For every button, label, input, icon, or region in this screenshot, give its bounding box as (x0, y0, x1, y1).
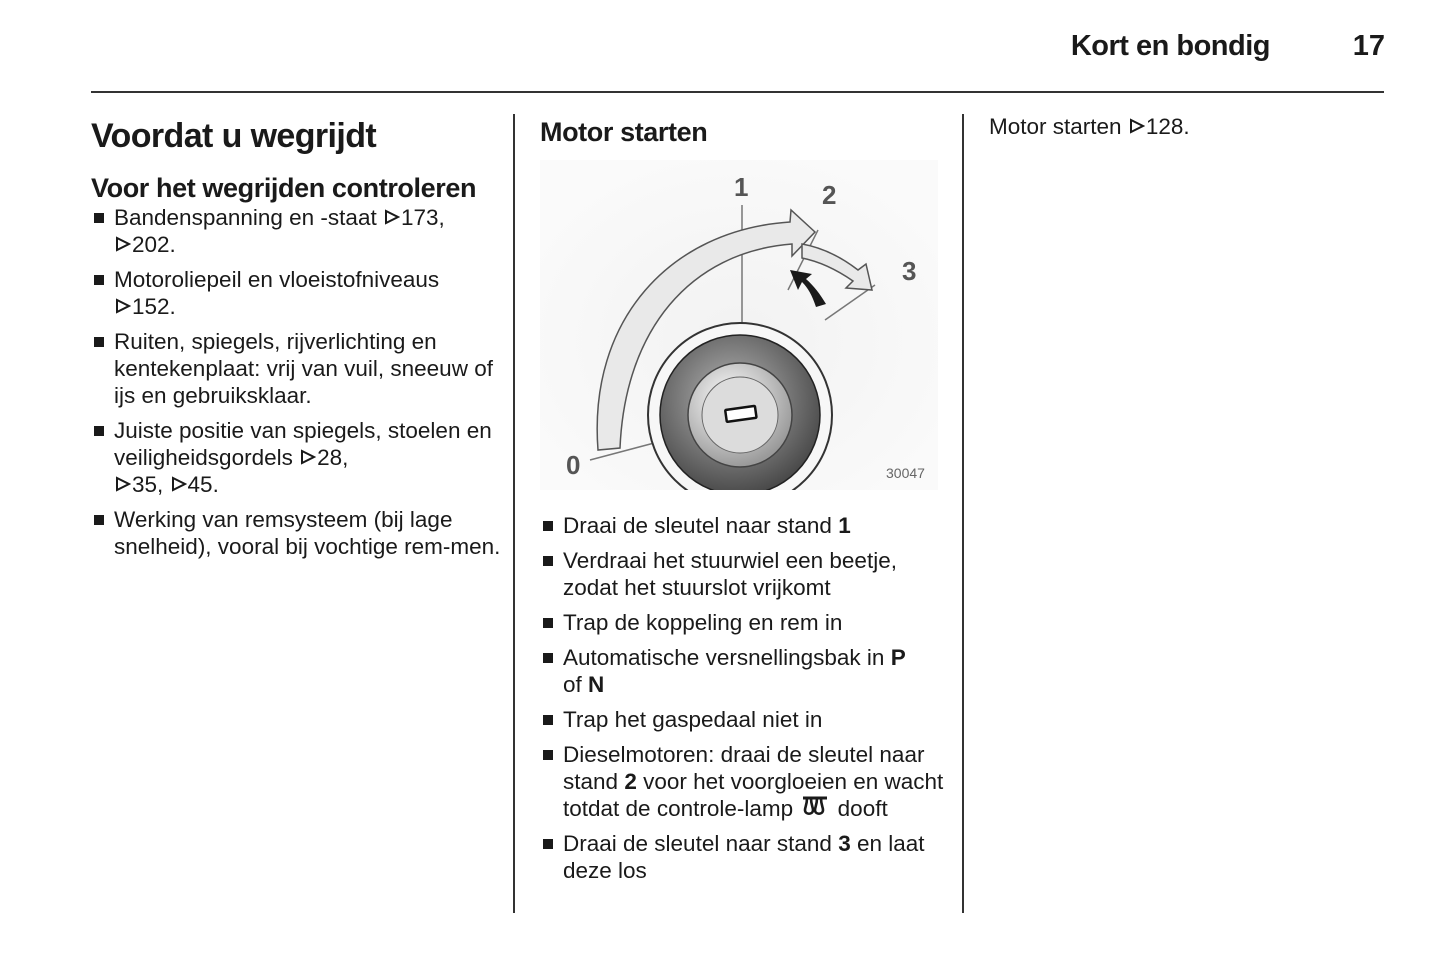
page-reference-icon (171, 475, 187, 493)
cross-reference: Motor starten 128. (989, 114, 1190, 139)
checklist (91, 204, 501, 560)
list-item: Dieselmotoren: draai de sleutel naar stand 2 voor het voorgloeien en wacht totdat de controle-lamp dooft (540, 741, 945, 822)
page-reference-icon (300, 448, 316, 466)
position-label-3: 3 (902, 256, 917, 286)
ignition-lock-diagram (540, 160, 938, 490)
list-item: Trap het gaspedaal niet in (540, 706, 945, 733)
list-item: Automatische versnellingsbak in P of N (540, 644, 945, 698)
page-reference[interactable]: 45. (187, 472, 219, 497)
column-divider (513, 114, 515, 913)
section-title: Motor starten (540, 117, 708, 147)
list-item: Draai de sleutel naar stand 3 en laat deze los (540, 830, 945, 884)
header-title: Kort en bondig (1070, 30, 1270, 62)
ignition-figure (540, 160, 938, 490)
list-item: Werking van remsysteem (bij lage snelheid), vooral bij vochtige rem-men. (91, 506, 501, 560)
list-item: Juiste positie van spiegels, stoelen en veiligheidsgordels 28, 35, 45. (91, 417, 501, 498)
list-item: Bandenspanning en -staat 173, 202. (91, 204, 501, 258)
page-reference[interactable]: 28, (317, 445, 349, 470)
glow-plug-icon (800, 795, 830, 817)
list-item: Draai de sleutel naar stand 1 (540, 512, 945, 539)
column-1 (91, 112, 501, 568)
section-subtitle: Voor het wegrijden controleren (91, 173, 477, 203)
list-item: Ruiten, spiegels, rijverlichting en kentekenplaat: vrij van vuil, sneeuw of ijs en gebruiksklaar. (91, 328, 501, 409)
section-title: Voordat u wegrijdt (91, 117, 377, 155)
figure-code: 30047 (886, 465, 925, 481)
position-label-2: 2 (822, 180, 837, 210)
column-3 (989, 112, 1384, 142)
page-reference-icon (1129, 117, 1145, 135)
page-reference[interactable]: 152. (132, 294, 176, 319)
key-slot (725, 406, 756, 422)
column-divider (962, 114, 964, 913)
page-reference[interactable]: 35, (132, 472, 164, 497)
page-reference[interactable]: 173, (400, 205, 445, 230)
list-item: Motoroliepeil en vloeistofniveaus 152. (91, 266, 501, 320)
header-rule (91, 91, 1384, 93)
column-2 (540, 112, 945, 892)
page-number: 17 (1352, 30, 1385, 62)
page-reference-icon (115, 475, 131, 493)
list-item: Verdraai het stuurwiel een beetje, zodat het stuurslot vrijkomt (540, 547, 945, 601)
position-label-1: 1 (734, 172, 749, 202)
page-reference-icon (115, 235, 131, 253)
page-reference-icon (384, 208, 400, 226)
page-reference[interactable]: 128. (1145, 114, 1190, 139)
start-steps (540, 512, 945, 884)
position-label-0: 0 (566, 450, 581, 480)
list-item: Trap de koppeling en rem in (540, 609, 945, 636)
page-reference-icon (115, 297, 131, 315)
page-reference[interactable]: 202. (132, 232, 176, 257)
